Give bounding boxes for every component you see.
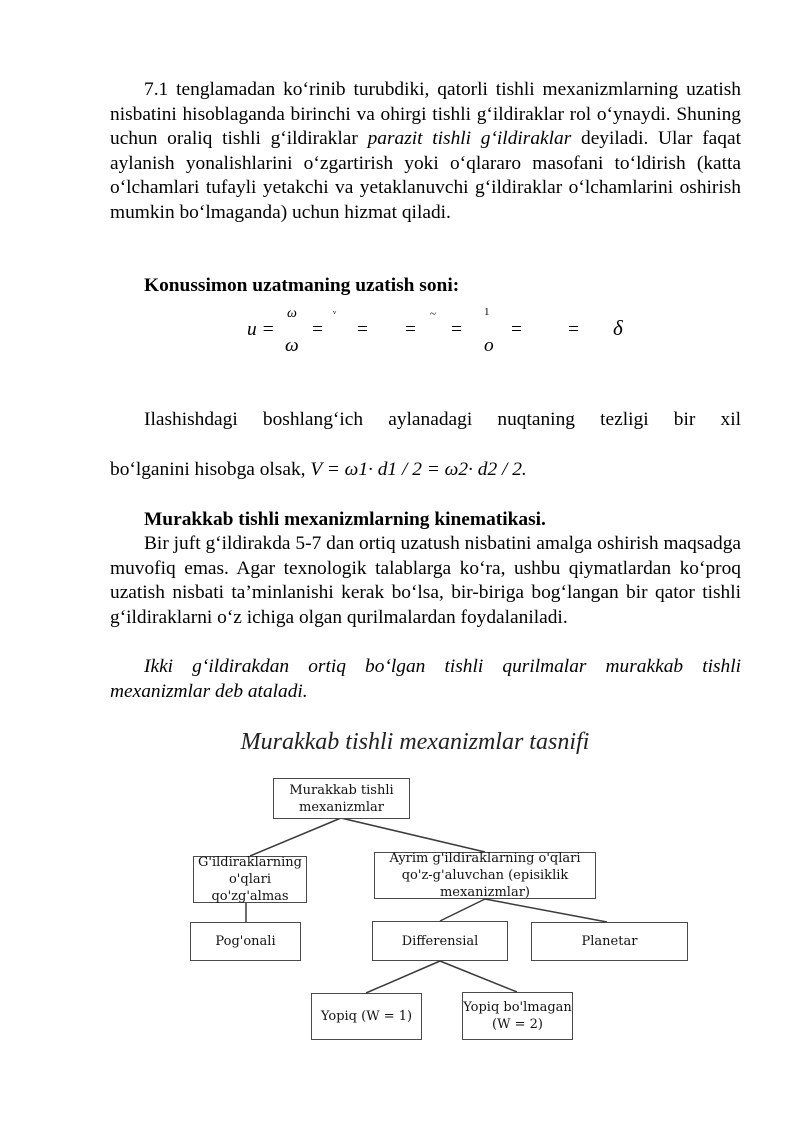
box-yopiq-bolmagan: Yopiq bo'lmagan (W = 2) bbox=[462, 992, 573, 1040]
box-planetar: Planetar bbox=[531, 922, 688, 961]
formula-denominator: ω bbox=[285, 335, 299, 356]
paragraph-compound-gears: Bir juft gʻildirakda 5-7 dan ortiq uzatush nisbatini amalga oshirish maqsadga muvofiq emas. Agar texnologik talablarga koʻra, ushbu qiymatlardan koʻproq uzatish nisbati taʼminlanishi kerak boʻlsa, bir-biriga bogʻlangan bir qator tishli gʻildiraklarni oʻz ichiga olgan qurilmalardan foydalaniladi. bbox=[110, 533, 741, 628]
paragraph-definition: Ikki gʻildirakdan ortiq boʻlgan tishli qurilmalar murakkab tishli mexanizmlar deb ataladi. bbox=[110, 656, 741, 702]
formula-fragment: 1 bbox=[484, 306, 490, 318]
paragraph-text: 7.1 tenglamadan koʻrinib turubdiki, qatorli tishli mexanizmlarning uzatish nisbatini hisoblaganda birinchi va ohirgi tishli gʻildiraklar rol oʻynaydi. Shuning uchun oraliq tishli gʻildiraklar bbox=[110, 79, 741, 150]
formula-fragment: ᵛ bbox=[333, 308, 337, 320]
heading-compound-kinematics: Murakkab tishli mexanizmlarning kinematikasi. bbox=[144, 509, 546, 530]
box-differensial: Differensial bbox=[372, 921, 508, 961]
connector-root-left bbox=[250, 818, 341, 856]
formula-equals: = bbox=[511, 319, 522, 340]
formula-numerator: ω bbox=[287, 306, 297, 321]
formula-equals: = bbox=[568, 319, 579, 340]
paragraph-text-continued: deyiladi. Ular faqat aylanish yonalishlarini oʻzgartirish yoki oʻqlararo masofani toʻldirish (katta oʻlchamlari tufayli yetakchi va yetaklanuvchi gʻildiraklar oʻlchamlarini oshirish mumkin boʻlmaganda) uchun hizmat qiladi. bbox=[110, 128, 741, 223]
formula-delta: δ bbox=[613, 316, 623, 340]
formula-equals: = bbox=[357, 319, 368, 340]
box-yopiq: Yopiq (W = 1) bbox=[311, 993, 422, 1040]
paragraph-text: boʻlganini hisobga olsak, bbox=[110, 459, 306, 480]
connector-right-differensial bbox=[440, 899, 485, 921]
formula-fragment: ~ bbox=[430, 308, 436, 320]
diagram-title: Murakkab tishli mexanizmlar tasnifi bbox=[240, 729, 590, 755]
connector-root-right bbox=[341, 818, 485, 852]
italic-term: parazit tishli gʻildiraklar bbox=[367, 128, 572, 150]
connector-diff-yopiq-bolmagan bbox=[440, 961, 517, 992]
box-fixed-axes: G'ildiraklarning o'qlari qo'zg'almas bbox=[193, 856, 307, 903]
formula-equals: = bbox=[405, 319, 416, 340]
heading-bevel-gear-ratio: Konussimon uzatmaning uzatish soni: bbox=[144, 275, 460, 296]
box-movable-axes: Ayrim g'ildiraklarning o'qlari qo'z-g'aluvchan (episiklik mexanizmlar) bbox=[374, 852, 596, 899]
connector-right-planetar bbox=[485, 899, 607, 922]
box-pogonali: Pog'onali bbox=[190, 922, 301, 961]
formula-u: u = bbox=[247, 319, 275, 340]
formula-equals: = bbox=[451, 319, 462, 340]
connector-diff-yopiq bbox=[366, 961, 440, 993]
velocity-formula: V = ω1· d1 / 2 = ω2· d2 / 2. bbox=[310, 459, 527, 480]
formula-equals: = bbox=[312, 319, 323, 340]
formula-denominator: o bbox=[484, 335, 494, 356]
paragraph-velocity-intro: Ilashishdagi boshlangʻich aylanadagi nuqtaning tezligi bir xil bbox=[144, 409, 741, 430]
box-root: Murakkab tishli mexanizmlar bbox=[273, 778, 410, 819]
